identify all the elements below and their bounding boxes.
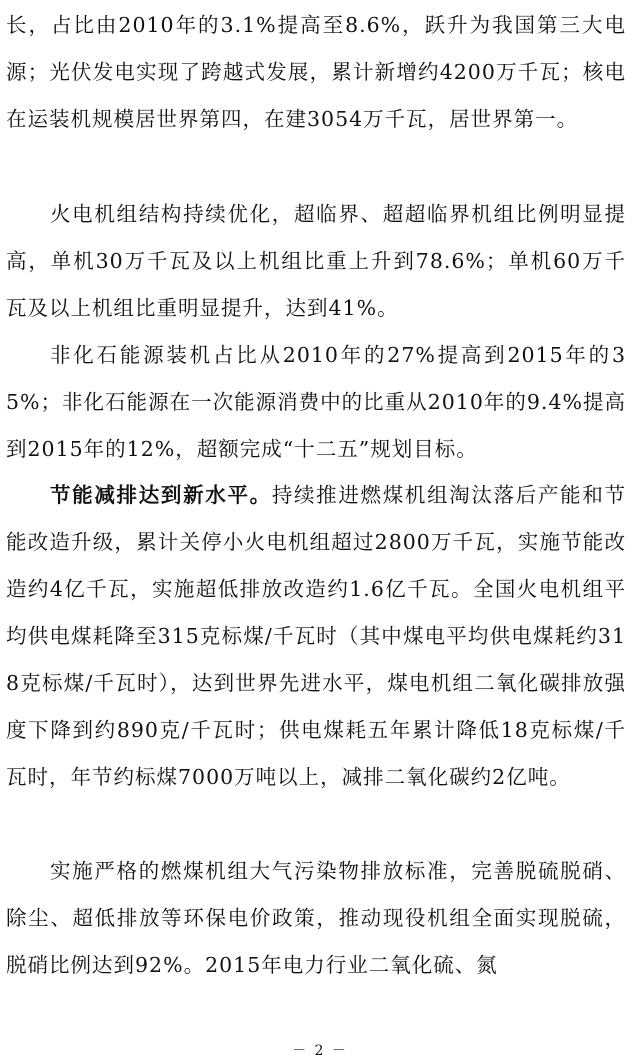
- paragraph-2-text: 火电机组结构持续优化，超临界、超超临界机组比例明显提高，单机30万千瓦及以上机组比重上升到78.6%；单机60万千瓦及以上机组比重明显提升，达到41%。: [6, 202, 626, 320]
- paragraph-1-text: 长，占比由2010年的3.1%提高至8.6%，跃升为我国第三大电源；光伏发电实现了跨越式发展，累计新增约4200万千瓦；核电在运装机规模居世界第四，在建3054万千瓦，居世界第一。: [6, 13, 626, 131]
- page-number: － 2 －: [292, 1043, 348, 1059]
- paragraph-5-text: 实施严格的燃煤机组大气污染物排放标准，完善脱硫脱硝、除尘、超低排放等环保电价政策，推动现役机组全面实现脱硫，脱硝比例达到92%。2015年电力行业二氧化硫、氮: [6, 859, 626, 977]
- paragraph-1: [6, 2, 626, 143]
- paragraph-3: [6, 332, 626, 473]
- paragraph-4-lead: 节能减排达到新水平。: [50, 483, 272, 507]
- paragraph-4: [6, 472, 626, 801]
- paragraph-5: [6, 848, 626, 989]
- paragraph-4-text: 持续推进燃煤机组淘汰落后产能和节能改造升级，累计关停小火电机组超过2800万千瓦，实施节能改造约4亿千瓦，实施超低排放改造约1.6亿千瓦。全国火电机组平均供电煤耗降至315克标煤/千瓦时（其中煤电平均供电煤耗约318克标煤/千瓦时），达到世界先进水平，煤电机组二氧化碳排放强度下降到约890克/千瓦时；供电煤耗五年累计降低18克标煤/千瓦时，年节约标煤7000万吨以上，减排二氧化碳约2亿吨。: [6, 483, 627, 789]
- paragraph-2: [6, 191, 626, 332]
- paragraph-3-text: 非化石能源装机占比从2010年的27%提高到2015年的35%；非化石能源在一次能源消费中的比重从2010年的9.4%提高到2015年的12%，超额完成“十二五”规划目标。: [6, 343, 626, 461]
